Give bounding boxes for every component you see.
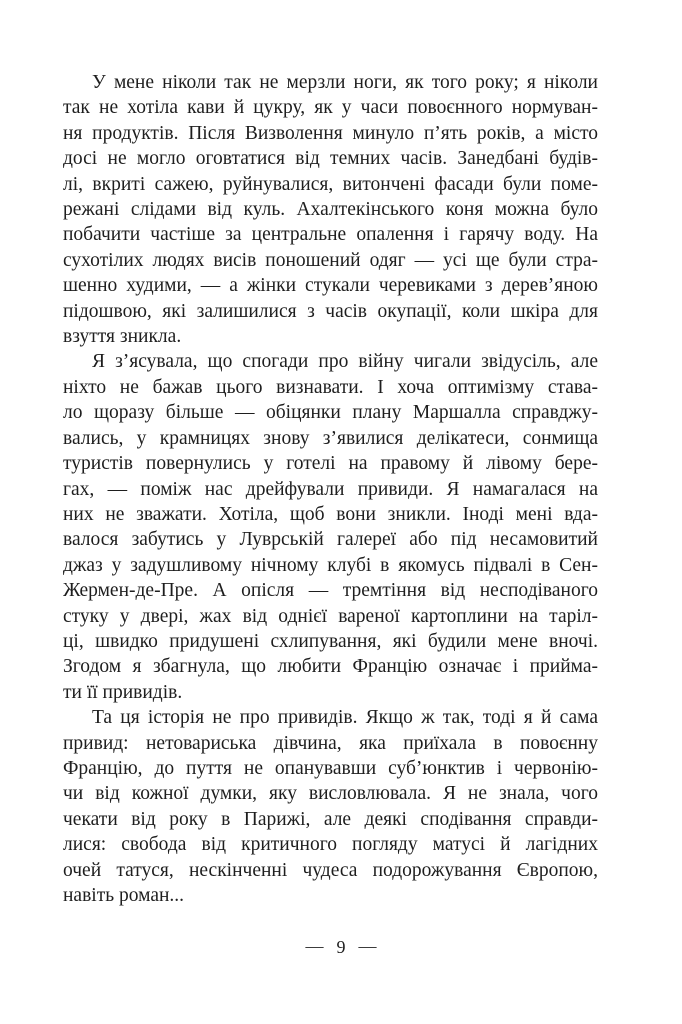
text-line: досі не могло оговтатися від темних часів. Занедбані будів- [63, 148, 598, 170]
page-footer [0, 936, 682, 958]
text-line: ніхто не бажав цього визнавати. І хоча оптимізму става- [63, 376, 598, 398]
text-line: взуття зникла. [63, 326, 182, 348]
text-line: туристів повернулись у готелі на правому й лівому бере- [63, 453, 598, 475]
text-line: ти її привидів. [63, 681, 183, 703]
text-line: привид: нетовариська дівчина, яка приїхала в повоєнну [63, 732, 598, 754]
text-block [63, 70, 598, 908]
text-line: ло щоразу більше — обіцянки плану Маршалла справджу- [63, 402, 598, 424]
footer-dash-right: — [358, 936, 377, 956]
text-line: Францію, до пуття не опанувавши суб’юнктив і червонію- [63, 757, 598, 779]
paragraph [63, 349, 598, 705]
text-line: У мене ніколи так не мерзли ноги, як того року; я ніколи [92, 72, 598, 93]
text-line: лися: свобода від критичного погляду матусі й лагідних [63, 834, 598, 856]
text-line: побачити частіше за центральне опалення і гарячу воду. На [63, 224, 598, 246]
text-line: сухотілих людях висів поношений одяг — усі ще були стра- [63, 249, 598, 271]
text-line: чекати від року в Парижі, але деякі сподівання справди- [63, 808, 598, 830]
page-number: 9 [336, 937, 346, 957]
text-line: Я з’ясувала, що спогади про війну чигали звідусіль, але [92, 351, 598, 373]
text-line: навіть роман... [63, 885, 185, 906]
text-line: ці, швидко придушені схлипування, які будили мене вночі. [63, 630, 598, 652]
text-line: шенно худими, — а жінки стукали черевиками з дерев’яною [63, 275, 598, 297]
text-line: стуку у двері, жах від однієї вареної картоплини на таріл- [63, 605, 598, 627]
text-line: Згодом я збагнула, що любити Францію означає і прийма- [63, 656, 598, 678]
text-line: валося забутись у Луврській галереї або під несамовитий [63, 529, 598, 551]
paragraph [63, 705, 598, 908]
paragraph [63, 70, 598, 349]
text-line: гах, — поміж нас дрейфували привиди. Я намагалася на [63, 478, 598, 500]
text-line: очей татуся, нескінченні чудеса подорожування Європою, [63, 859, 598, 881]
text-line: вались, у крамницях знову з’явилися делікатеси, сонмища [63, 427, 598, 449]
text-line: Жермен-де-Пре. А опісля — тремтіння від несподіваного [63, 580, 598, 602]
text-line: Та ця історія не про привидів. Якщо ж так, тоді я й сама [92, 707, 598, 729]
text-line: підошвою, які залишилися з часів окупації, коли шкіра для [63, 300, 598, 322]
footer-dash-left: — [305, 936, 324, 956]
text-line: джаз у задушливому нічному клубі в якомусь підвалі в Сен- [63, 554, 598, 576]
text-line: режані слідами від куль. Ахалтекінського коня можна було [63, 199, 598, 221]
text-line: лі, вкриті сажею, руйнувалися, витончені фасади були поме- [63, 173, 598, 195]
text-line: ня продуктів. Після Визволення минуло п’ять років, а місто [63, 122, 598, 144]
text-line: так не хотіла кави й цукру, як у часи повоєнного нормуван- [63, 97, 598, 119]
text-line: чи від кожної думки, яку висловлювала. Я не знала, чого [63, 783, 598, 805]
text-line: них не зважати. Хотіла, щоб вони зникли. Іноді мені вда- [63, 503, 598, 525]
